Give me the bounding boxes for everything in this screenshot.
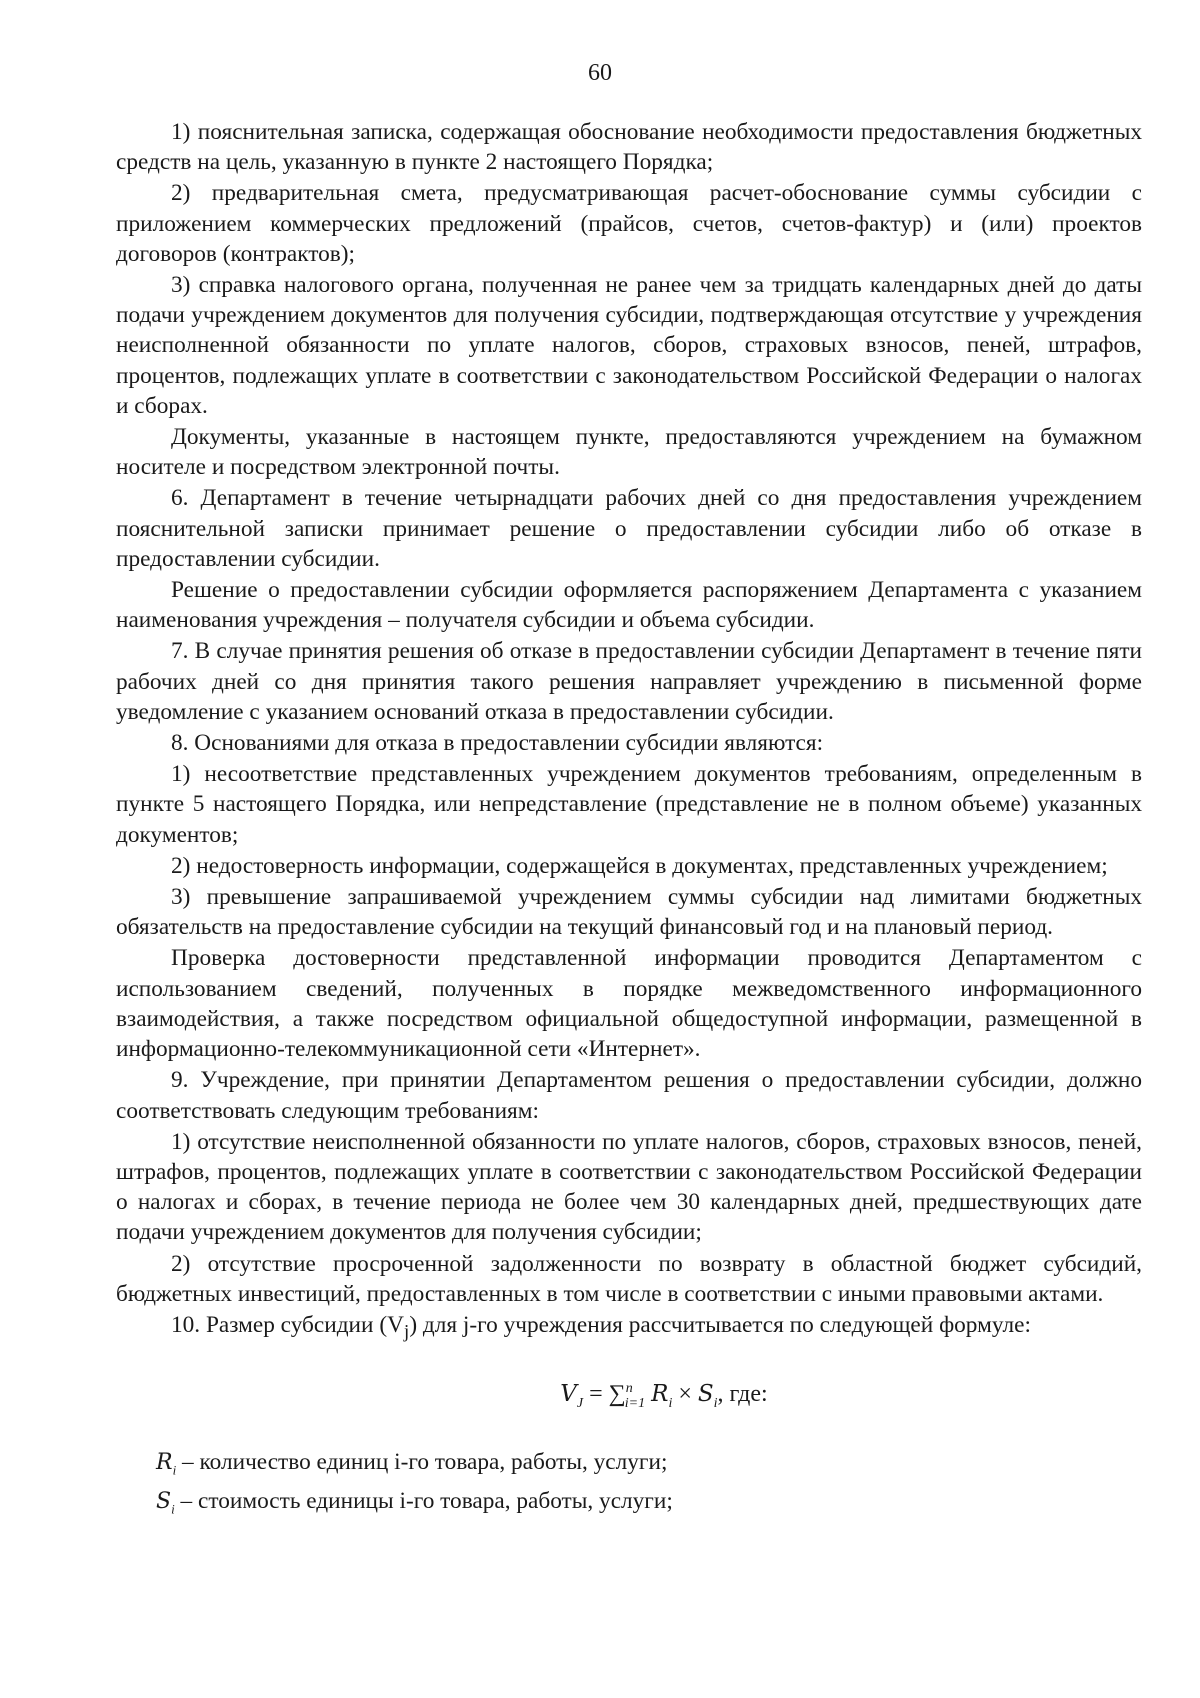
paragraph: 7. В случае принятия решения об отказе в предоставлении субсидии Департамент в течение пяти рабочих дней со дня принятия такого решения направляет учреждению в письменной форме уведомление с указанием оснований отказа в предоставлении субсидии. bbox=[116, 638, 1142, 725]
paragraph: 9. Учреждение, при принятии Департаментом решения о предоставлении субсидии, должно соответствовать следующим требованиям: bbox=[116, 1067, 1142, 1124]
paragraph-item-10 bbox=[116, 1310, 1142, 1348]
formula-sum-sup: n bbox=[625, 1380, 633, 1396]
paragraph: 1) отсутствие неисполненной обязанности по уплате налогов, сборов, страховых взносов, пеней, штрафов, процентов, подлежащих уплате в соответствии с законодательством Российской Федерации о налогах и сборах, в течение периода не более чем 30 календарных дней, предшествующих дате подачи учреждением документов для получения субсидии; bbox=[116, 1128, 1142, 1246]
formula-sum: ∑ bbox=[608, 1380, 626, 1407]
subsidy-formula bbox=[116, 1374, 1142, 1419]
paragraph: 1) пояснительная записка, содержащая обоснование необходимости предоставления бюджетных средств на цель, указанную в пункте 2 настоящего Порядка; bbox=[116, 119, 1142, 176]
paragraph: 2) предварительная смета, предусматривающая расчет-обоснование суммы субсидии с приложением коммерческих предложений (прайсов, счетов, счетов-фактур) и (или) проектов договоров (контрактов); bbox=[116, 180, 1142, 267]
paragraph: 3) превышение запрашиваемой учреждением суммы субсидии над лимитами бюджетных обязательств на предоставление субсидии на текущий финансовый год и на плановый период. bbox=[116, 884, 1142, 941]
definition-s bbox=[156, 1486, 1142, 1525]
definition-symbol: R bbox=[156, 1449, 173, 1475]
definition-r bbox=[156, 1447, 1142, 1486]
paragraph: 3) справка налогового органа, полученная не ранее чем за тридцать календарных дней до даты подачи учреждением документов для получения субсидии, подтверждающая отсутствие у учреждения неисполненной обязанности по уплате налогов, сборов, страховых взносов, пеней, штрафов, процентов, подлежащих уплате в соответствии с законодательством Российской Федерации о налогах и сборах. bbox=[116, 272, 1142, 419]
paragraph: Решение о предоставлении субсидии оформляется распоряжением Департамента с указанием наименования учреждения – получателя субсидии и объема субсидии. bbox=[116, 577, 1142, 634]
formula-eq: = bbox=[583, 1380, 609, 1407]
paragraph: Проверка достоверности представленной информации проводится Департаментом с использованием сведений, полученных в порядке межведомственного информационного взаимодействия, а также посредством официальной общедоступной информации, размещенной в информационно-телекоммуникационной сети «Интернет». bbox=[116, 945, 1142, 1063]
paragraph: 2) недостоверность информации, содержащейся в документах, представленных учреждением; bbox=[171, 852, 1108, 879]
item10-subscript: j bbox=[403, 1321, 410, 1343]
formula-lhs: V bbox=[560, 1380, 577, 1407]
page-number: 60 bbox=[588, 60, 612, 86]
paragraph: 8. Основаниями для отказа в предоставлении субсидии являются: bbox=[171, 730, 824, 757]
formula-tail: , где: bbox=[717, 1380, 768, 1407]
item10-text-start: 10. Размер субсидии (V bbox=[171, 1311, 404, 1338]
formula-sum-sub: i=1 bbox=[624, 1395, 646, 1411]
paragraph: 1) несоответствие представленных учреждением документов требованиям, определенным в пункте 5 настоящего Порядка, или непредставление (представление не в полном объеме) указанных документов; bbox=[116, 761, 1142, 848]
paragraph: 6. Департамент в течение четырнадцати рабочих дней со дня предоставления учреждением пояснительной записки принимает решение о предоставлении субсидии либо об отказе в предоставлении субсидии. bbox=[116, 485, 1142, 572]
formula-lhs-sub: J bbox=[576, 1395, 584, 1411]
definition-subscript: i bbox=[171, 1501, 175, 1517]
formula-r: R bbox=[651, 1380, 669, 1407]
formula-r-sub: i bbox=[668, 1395, 673, 1411]
definition-symbol: S bbox=[156, 1488, 172, 1514]
paragraph: Документы, указанные в настоящем пункте, предоставляются учреждением на бумажном носителе и посредством электронной почты. bbox=[116, 424, 1142, 481]
definition-subscript: i bbox=[172, 1462, 177, 1478]
formula-s: S bbox=[697, 1380, 714, 1407]
formula-s-sub: i bbox=[713, 1395, 718, 1411]
definition-text: – стоимость единицы i-го товара, работы, услуги; bbox=[174, 1487, 673, 1514]
item10-text-end: ) для j-го учреждения рассчитывается по следующей формуле: bbox=[409, 1311, 1031, 1338]
formula-times: × bbox=[672, 1380, 698, 1407]
paragraph: 2) отсутствие просроченной задолженности по возврату в областной бюджет субсидий, бюджетных инвестиций, предоставленных в том числе в соответствии с иными правовыми актами. bbox=[116, 1250, 1142, 1307]
document-body bbox=[116, 117, 1142, 1525]
definition-text: – количество единиц i-го товара, работы, услуги; bbox=[176, 1448, 668, 1475]
formula-definitions bbox=[116, 1447, 1142, 1525]
